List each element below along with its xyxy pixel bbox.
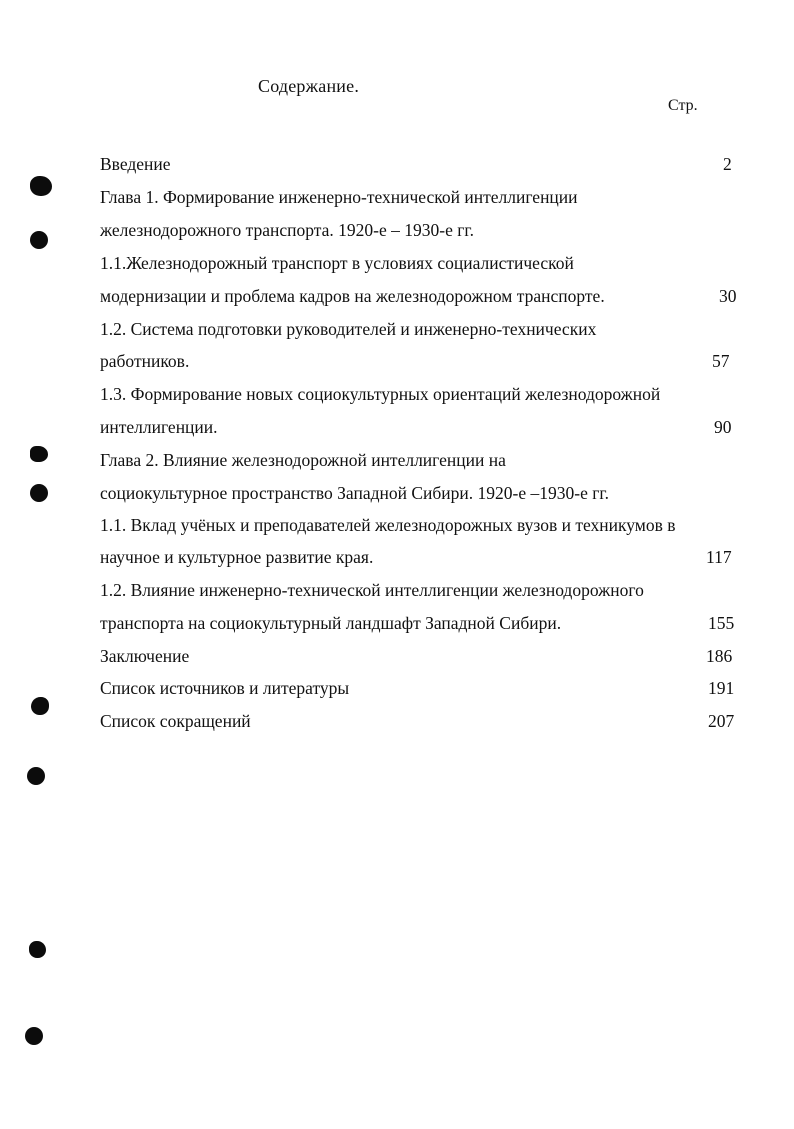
- toc-page-number: 186: [706, 646, 733, 666]
- toc-entry-sources: Список источников и литературы: [100, 678, 350, 698]
- toc-page-number: 191: [708, 678, 735, 698]
- toc-entry-section-2-1: 1.1. Вклад учёных и преподавателей железнодорожных вузов и техникумов в: [100, 515, 676, 535]
- toc-entry-section-2-1-cont: научное и культурное развитие края.: [100, 547, 374, 567]
- toc-entry-section-1-3: 1.3. Формирование новых социокультурных ориентаций железнодорожной: [100, 384, 661, 404]
- binder-mark: [30, 446, 48, 462]
- page-title: Содержание.: [258, 76, 360, 96]
- toc-entry-section-1-3-cont: интеллигенции.: [100, 417, 218, 437]
- binder-mark: [31, 697, 49, 715]
- toc-entry-chapter-1: Глава 1. Формирование инженерно-технической интеллигенции: [100, 187, 578, 207]
- toc-page-number: 30: [719, 286, 737, 306]
- toc-entry-chapter-2-cont: социокультурное пространство Западной Сибири. 1920-е –1930-е гг.: [100, 483, 609, 503]
- toc-entry-section-2-2-cont: транспорта на социокультурный ландшафт Западной Сибири.: [100, 613, 562, 633]
- toc-page-number: 90: [714, 417, 732, 437]
- toc-entry-intro: Введение: [100, 154, 171, 174]
- toc-entry-section-1-2-cont: работников.: [100, 351, 190, 371]
- toc-entry-chapter-2: Глава 2. Влияние железнодорожной интеллигенции на: [100, 450, 506, 470]
- toc-page-number: 2: [723, 154, 732, 174]
- binder-mark: [29, 941, 46, 958]
- toc-entry-section-2-2: 1.2. Влияние инженерно-технической интеллигенции железнодорожного: [100, 580, 644, 600]
- toc-page-number: 155: [708, 613, 735, 633]
- punch-hole: [27, 767, 45, 785]
- punch-hole: [30, 231, 48, 249]
- toc-entry-section-1-1-cont: модернизации и проблема кадров на железнодорожном транспорте.: [100, 286, 605, 306]
- toc-page-number: 57: [712, 351, 730, 371]
- toc-entry-chapter-1-cont: железнодорожного транспорта. 1920-е – 1930-е гг.: [100, 220, 475, 240]
- page-column-label: Стр.: [668, 97, 698, 114]
- punch-hole: [25, 1027, 43, 1045]
- binder-mark: [30, 176, 52, 196]
- toc-page-number: 117: [706, 547, 732, 567]
- punch-hole: [30, 484, 48, 502]
- toc-entry-abbreviations: Список сокращений: [100, 711, 251, 731]
- toc-page-number: 207: [708, 711, 735, 731]
- toc-entry-section-1-2: 1.2. Система подготовки руководителей и инженерно-технических: [100, 319, 597, 339]
- toc-entry-conclusion: Заключение: [100, 646, 190, 666]
- toc-entry-section-1-1: 1.1.Железнодорожный транспорт в условиях социалистической: [100, 253, 574, 273]
